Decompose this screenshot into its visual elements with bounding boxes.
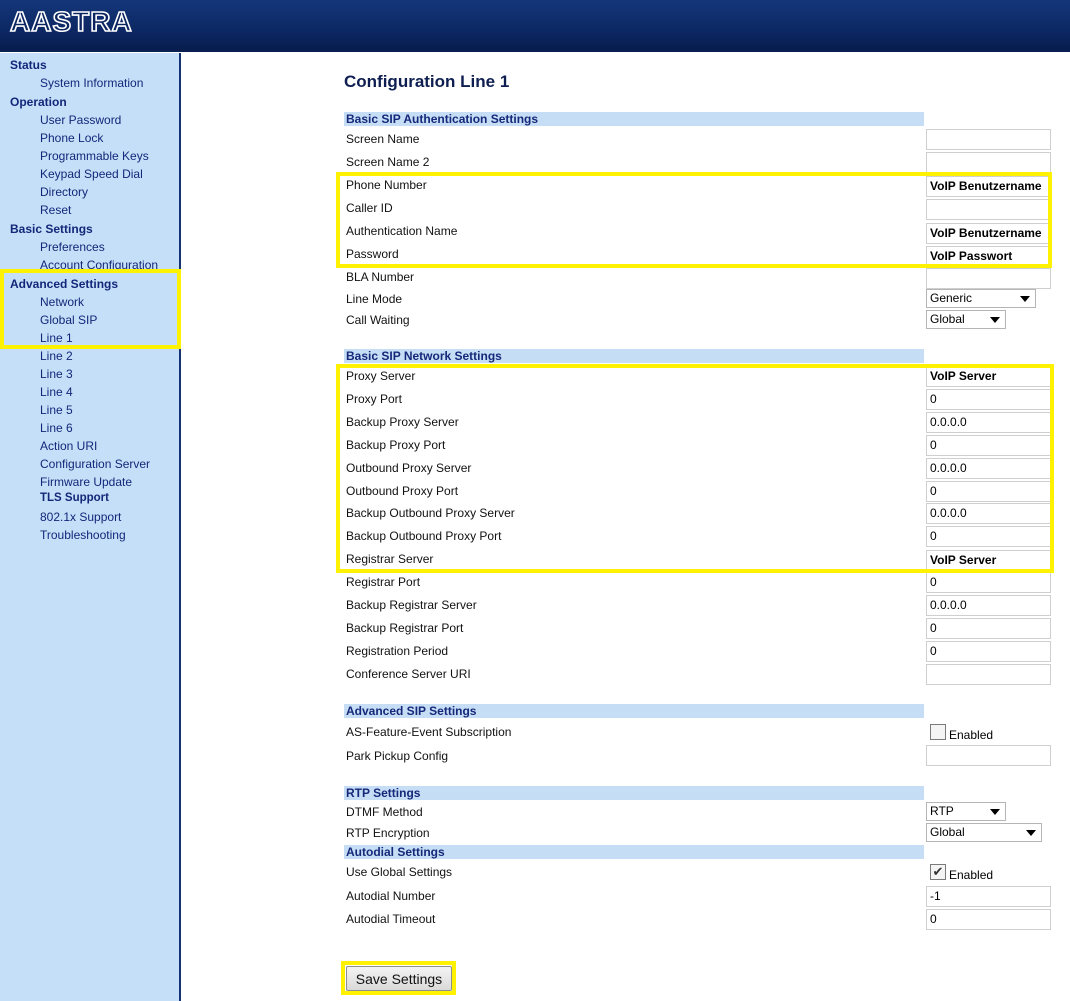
chevron-down-icon [990, 809, 1000, 815]
dtmf-method-value: RTP [930, 804, 954, 818]
outbound-proxy-port-label: Outbound Proxy Port [346, 484, 459, 498]
sidebar-group-basic[interactable]: Basic Settings [10, 222, 93, 236]
section-header-autodial: Autodial Settings [344, 845, 924, 859]
aastra-logo [8, 4, 148, 38]
caller-id-field[interactable] [926, 199, 1051, 220]
rtp-encryption-value: Global [930, 825, 965, 839]
autodial-timeout-field[interactable]: 0 [926, 909, 1051, 930]
caller-id-label: Caller ID [346, 201, 393, 215]
sidebar-item-firmware-update[interactable]: Firmware Update [40, 475, 133, 489]
sidebar-item-keypad-speed-dial[interactable]: Keypad Speed Dial [40, 167, 143, 181]
as-feature-event-subscription-enabled-label: Enabled [949, 728, 994, 742]
section-header-rtp: RTP Settings [344, 786, 924, 800]
line-mode-select[interactable] [926, 289, 1036, 308]
sidebar-item-line-5[interactable]: Line 5 [40, 403, 73, 417]
section-header-advanced: Advanced SIP Settings [344, 704, 924, 718]
outbound-proxy-server-label: Outbound Proxy Server [346, 461, 472, 475]
call-waiting-value: Global [930, 312, 965, 326]
registrar-server-field[interactable]: VoIP Server [926, 550, 1051, 571]
bla-number-label: BLA Number [346, 270, 415, 284]
screen-name-field[interactable] [926, 129, 1051, 150]
sidebar-item-action-uri[interactable]: Action URI [40, 439, 98, 453]
registration-period-label: Registration Period [346, 644, 449, 658]
use-global-settings-checkbox[interactable]: ✔ [930, 864, 946, 880]
header-bar [0, 0, 1070, 52]
password-label: Password [346, 247, 399, 261]
sidebar-item-reset[interactable]: Reset [40, 203, 72, 217]
dtmf-method-select[interactable] [926, 802, 1006, 821]
sidebar-item-preferences[interactable]: Preferences [40, 240, 105, 254]
backup-registrar-port-field[interactable]: 0 [926, 618, 1051, 639]
page-title: Configuration Line 1 [344, 72, 510, 91]
sidebar-item-line-4[interactable]: Line 4 [40, 385, 73, 399]
screen-name-2-label: Screen Name 2 [346, 155, 430, 169]
screen-name-2-field[interactable] [926, 152, 1051, 173]
dtmf-method-label: DTMF Method [346, 805, 423, 819]
sidebar-item-programmable-keys[interactable]: Programmable Keys [40, 149, 149, 163]
save-settings-button[interactable]: Save Settings [346, 966, 452, 991]
authentication-name-label: Authentication Name [346, 224, 458, 238]
chevron-down-icon [1026, 830, 1036, 836]
call-waiting-select[interactable] [926, 310, 1006, 329]
park-pickup-config-label: Park Pickup Config [346, 749, 449, 763]
backup-outbound-proxy-port-field[interactable]: 0 [926, 526, 1051, 547]
sidebar-item-network[interactable]: Network [40, 295, 85, 309]
proxy-server-label: Proxy Server [346, 369, 416, 383]
line-mode-value: Generic [930, 291, 973, 305]
password-field[interactable]: VoIP Passwort [926, 246, 1051, 267]
conference-server-uri-field[interactable] [926, 664, 1051, 685]
conference-server-uri-label: Conference Server URI [346, 667, 471, 681]
sidebar-item-line-1[interactable]: Line 1 [40, 331, 73, 345]
sidebar-item-account-configuration[interactable]: Account Configuration [40, 258, 159, 272]
proxy-port-label: Proxy Port [346, 392, 403, 406]
as-feature-event-subscription-checkbox[interactable] [930, 724, 946, 740]
backup-proxy-server-label: Backup Proxy Server [346, 415, 459, 429]
backup-registrar-server-field[interactable]: 0.0.0.0 [926, 595, 1051, 616]
sidebar-item-line-2[interactable]: Line 2 [40, 349, 73, 363]
phone-number-field[interactable]: VoIP Benutzername [926, 176, 1051, 197]
phone-number-label: Phone Number [346, 178, 427, 192]
screen-name-label: Screen Name [346, 132, 420, 146]
sidebar-group-operation[interactable]: Operation [10, 95, 67, 109]
chevron-down-icon [1020, 296, 1030, 302]
sidebar-item-troubleshooting[interactable]: Troubleshooting [40, 528, 126, 542]
line-mode-label: Line Mode [346, 292, 403, 306]
rtp-encryption-select[interactable] [926, 823, 1042, 842]
backup-outbound-proxy-server-label: Backup Outbound Proxy Server [346, 506, 515, 520]
outbound-proxy-port-field[interactable]: 0 [926, 481, 1051, 502]
sidebar-item-line-3[interactable]: Line 3 [40, 367, 73, 381]
authentication-name-field[interactable]: VoIP Benutzername [926, 223, 1051, 244]
sidebar-group-status[interactable]: Status [10, 58, 47, 72]
backup-proxy-server-field[interactable]: 0.0.0.0 [926, 412, 1051, 433]
call-waiting-label: Call Waiting [346, 313, 410, 327]
use-global-settings-label: Use Global Settings [346, 865, 453, 879]
outbound-proxy-server-field[interactable]: 0.0.0.0 [926, 458, 1051, 479]
sidebar-item-global-sip[interactable]: Global SIP [40, 313, 98, 327]
sidebar-item-line-6[interactable]: Line 6 [40, 421, 73, 435]
sidebar-item-directory[interactable]: Directory [40, 185, 89, 199]
backup-registrar-port-label: Backup Registrar Port [346, 621, 464, 635]
sidebar-item-system-information[interactable]: System Information [40, 76, 144, 90]
sidebar-item-802-1x-support[interactable]: 802.1x Support [40, 510, 122, 524]
backup-proxy-port-field[interactable]: 0 [926, 435, 1051, 456]
proxy-server-field[interactable]: VoIP Server [926, 366, 1051, 387]
registrar-port-field[interactable]: 0 [926, 572, 1051, 593]
chevron-down-icon [990, 317, 1000, 323]
section-header-network: Basic SIP Network Settings [344, 349, 924, 363]
registrar-port-label: Registrar Port [346, 575, 421, 589]
sidebar-item-configuration-server[interactable]: Configuration Server [40, 457, 151, 471]
use-global-settings-enabled-label: Enabled [949, 868, 994, 882]
sidebar-item-phone-lock[interactable]: Phone Lock [40, 131, 104, 145]
registrar-server-label: Registrar Server [346, 552, 434, 566]
as-feature-event-subscription-label: AS-Feature-Event Subscription [346, 725, 512, 739]
rtp-encryption-label: RTP Encryption [346, 826, 430, 840]
sidebar-item-user-password[interactable]: User Password [40, 113, 122, 127]
autodial-number-label: Autodial Number [346, 889, 436, 903]
backup-outbound-proxy-port-label: Backup Outbound Proxy Port [346, 529, 502, 543]
backup-outbound-proxy-server-field[interactable]: 0.0.0.0 [926, 503, 1051, 524]
park-pickup-config-field[interactable] [926, 745, 1051, 766]
sidebar-group-advanced[interactable]: Advanced Settings [10, 277, 119, 291]
sidebar-item-tls-support[interactable]: TLS Support [40, 492, 109, 504]
sidebar [0, 53, 181, 1001]
autodial-timeout-label: Autodial Timeout [346, 912, 436, 926]
registration-period-field[interactable]: 0 [926, 641, 1051, 662]
section-header-auth: Basic SIP Authentication Settings [344, 112, 924, 126]
svg-text:AASTRA: AASTRA [10, 6, 133, 37]
bla-number-field[interactable] [926, 268, 1051, 289]
backup-proxy-port-label: Backup Proxy Port [346, 438, 446, 452]
proxy-port-field[interactable]: 0 [926, 389, 1051, 410]
backup-registrar-server-label: Backup Registrar Server [346, 598, 477, 612]
autodial-number-field[interactable]: -1 [926, 886, 1051, 907]
